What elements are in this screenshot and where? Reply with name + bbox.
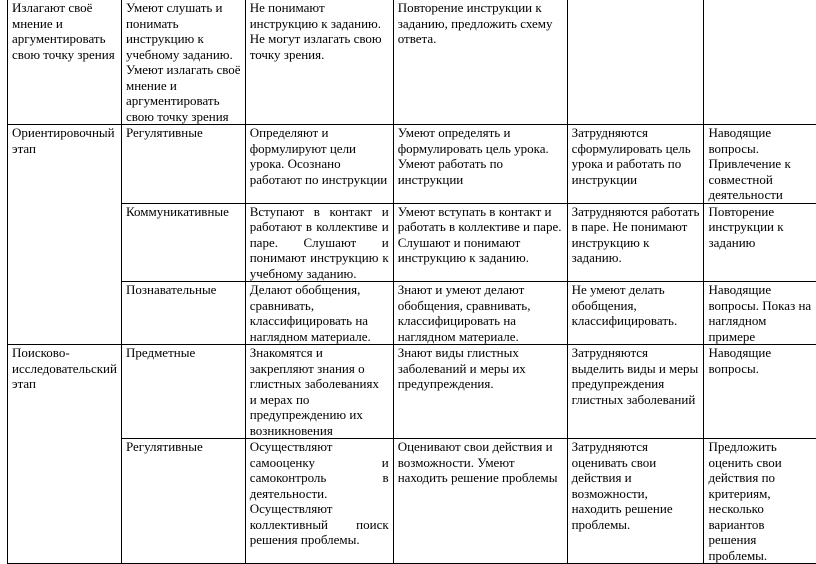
- table-row: [8, 282, 816, 345]
- mid-level-cell: Знают виды глистных заболеваний и меры их предупреждения.: [393, 345, 567, 439]
- high-level-cell: Знакомятся и закрепляют знания о глистных заболеваниях и мерах по предупреждению их возникновения: [245, 345, 393, 439]
- help-cell: [704, 0, 816, 125]
- low-level-cell: Затрудняются выделить виды и меры предупреждения глистных заболеваний: [567, 345, 704, 439]
- uud-type-cell: Регулятивные: [121, 439, 245, 564]
- low-level-cell: [567, 0, 704, 125]
- table-row: [8, 0, 816, 125]
- stage-cell: Излагают своё мнение и аргументировать свою точку зрения: [8, 0, 122, 125]
- uud-type-cell: Умеют слушать и понимать инструкцию к учебному заданию. Умеют излагать своё мнение и аргументировать свою точку зрения: [121, 0, 245, 125]
- mid-level-cell: Оценивают свои действия и возможности. Умеют находить решение проблемы: [393, 439, 567, 564]
- high-level-cell: Делают обобщения, сравнивать, классифицировать на наглядном материале.: [245, 282, 393, 345]
- low-level-cell: Затрудняются оценивать свои действия и возможности, находить решение проблемы.: [567, 439, 704, 564]
- high-level-cell: Вступают в контакт и работают в коллективе и паре. Слушают и понимают инструкцию к учебному заданию.: [245, 203, 393, 282]
- high-level-cell: Осуществляют самооценку и самоконтроль в деятельности. Осуществляют коллективный поиск решения проблемы.: [245, 439, 393, 564]
- mid-level-cell: Умеют вступать в контакт и работать в коллективе и паре. Слушают и понимают инструкцию к заданию.: [393, 203, 567, 282]
- high-level-cell: Не понимают инструкцию к заданию. Не могут излагать свою точку зрения.: [245, 0, 393, 125]
- uud-type-cell: Коммуникативные: [121, 203, 245, 282]
- uud-type-cell: Познавательные: [121, 282, 245, 345]
- uud-type-cell: Предметные: [121, 345, 245, 439]
- stage-cell: Поисково-исследовательский этап: [8, 345, 122, 564]
- low-level-cell: Не умеют делать обобщения, классифицировать.: [567, 282, 704, 345]
- table-row: [8, 125, 816, 204]
- help-cell: Наводящие вопросы.: [704, 345, 816, 439]
- help-cell: Наводящие вопросы. Показ на наглядном примере: [704, 282, 816, 345]
- uud-type-cell: Регулятивные: [121, 125, 245, 204]
- mid-level-cell: Повторение инструкции к заданию, предложить схему ответа.: [393, 0, 567, 125]
- table-row: [8, 345, 816, 439]
- table-row: [8, 439, 816, 564]
- lesson-stage-table: [7, 0, 816, 564]
- help-cell: Повторение инструкции к заданию: [704, 203, 816, 282]
- mid-level-cell: Знают и умеют делают обобщения, сравнивать, классифицировать на наглядном материале.: [393, 282, 567, 345]
- table-row: [8, 203, 816, 282]
- low-level-cell: Затрудняются работать в паре. Не понимают инструкцию к заданию.: [567, 203, 704, 282]
- low-level-cell: Затрудняются сформулировать цель урока и работать по инструкции: [567, 125, 704, 204]
- stage-cell: Ориентировочный этап: [8, 125, 122, 345]
- mid-level-cell: Умеют определять и формулировать цель урока. Умеют работать по инструкции: [393, 125, 567, 204]
- help-cell: Наводящие вопросы. Привлечение к совместной деятельности: [704, 125, 816, 204]
- high-level-cell: Определяют и формулируют цели урока. Осознано работают по инструкции: [245, 125, 393, 204]
- help-cell: Предложить оценить свои действия по критериям, несколько вариантов решения проблемы.: [704, 439, 816, 564]
